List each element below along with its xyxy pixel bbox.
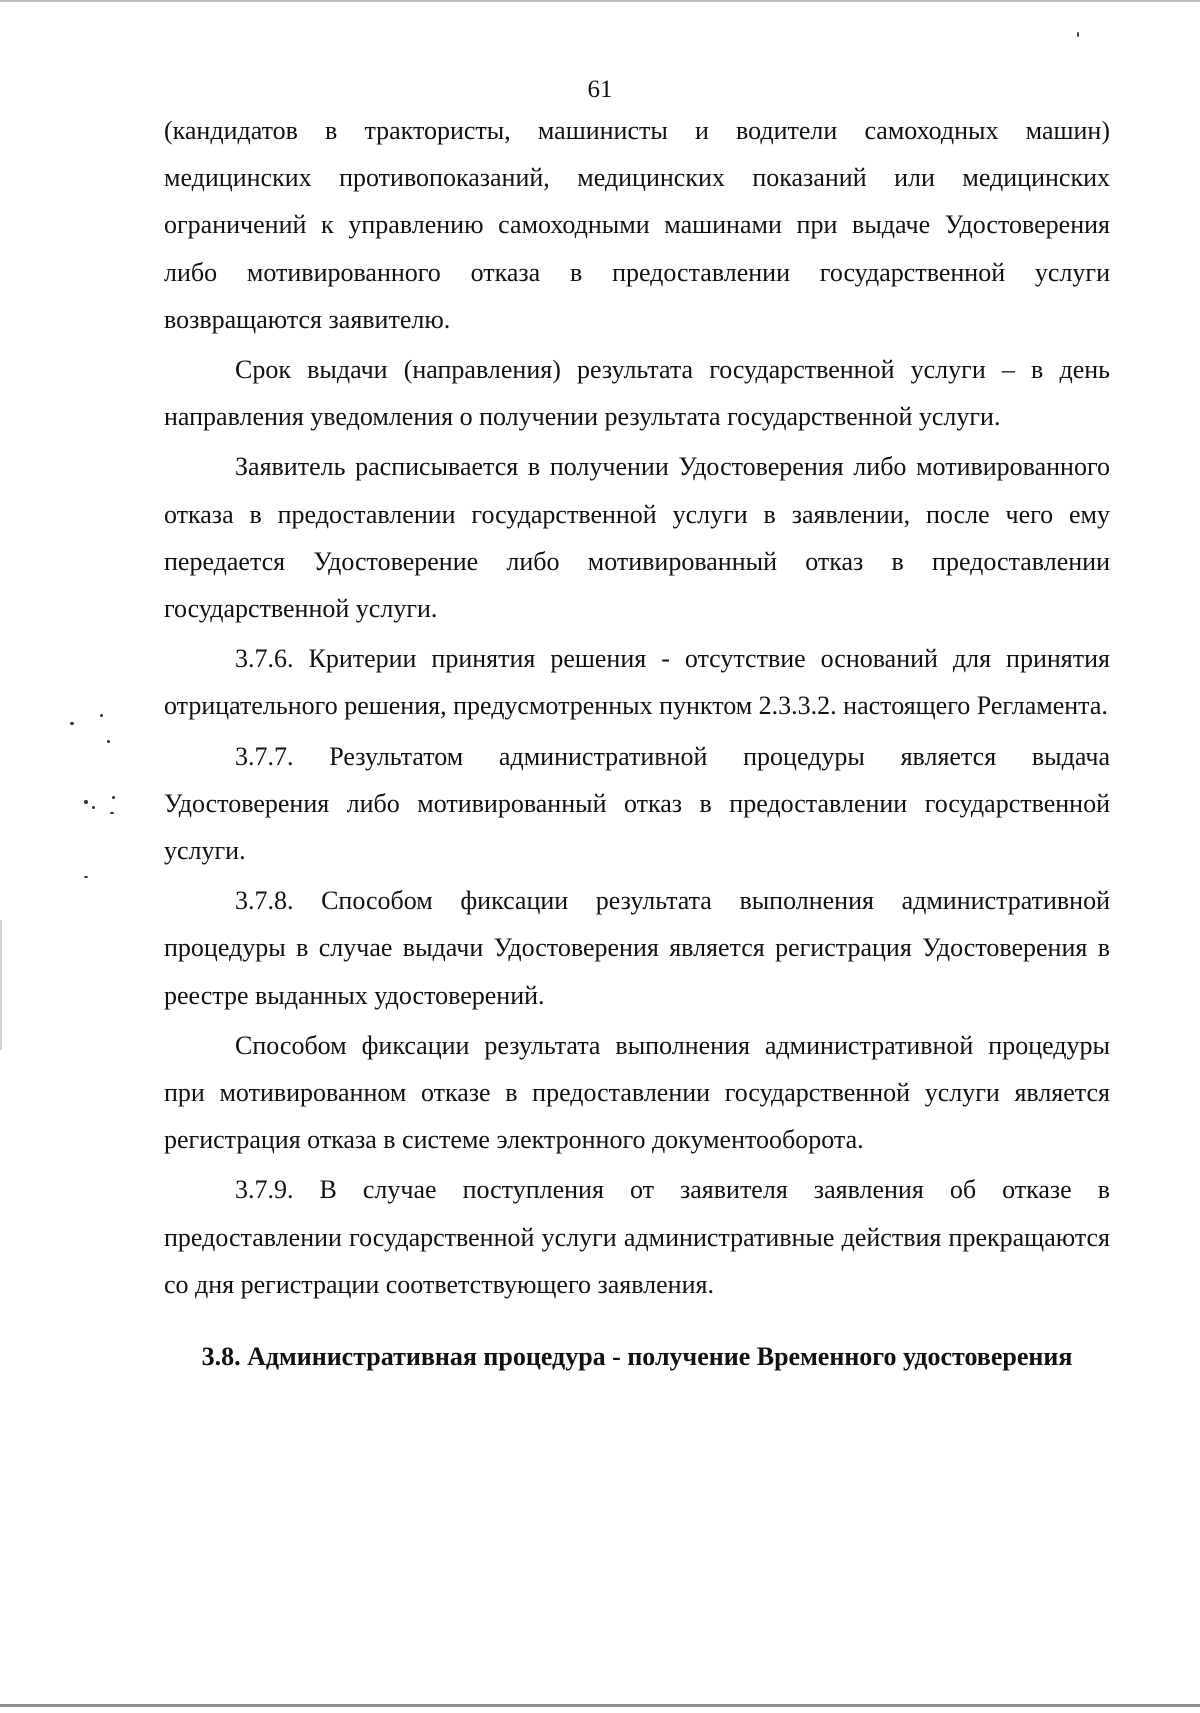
document-body: [164, 107, 1110, 1382]
scan-speck: [92, 806, 95, 809]
paragraph: 3.7.8. Способом фиксации результата выполнения административной процедуры в случае выдачи Удостоверения является регистрация Удостоверения в реестре выданных удостоверений.: [164, 886, 1110, 1010]
section-heading: 3.8. Административная процедура - получение Временного удостоверения: [201, 1342, 1073, 1372]
scan-speck: [110, 812, 114, 814]
paragraph: 3.7.7. Результатом административной процедуры является выдача Удостоверения либо мотивированный отказ в предоставлении государственной услуги.: [164, 741, 1110, 866]
paragraph: 3.7.6. Критерии принятия решения - отсутствие оснований для принятия отрицательного решения, предусмотренных пунктом 2.3.3.2. настоящего Регламента.: [164, 644, 1110, 721]
scan-speck: [112, 796, 115, 799]
scan-edge-top: [0, 0, 1200, 2]
scan-speck: [100, 714, 103, 717]
paragraph: Способом фиксации результата выполнения административной процедуры при мотивированном отказе в предоставлении государственной услуги является регистрация отказа в системе электронного документооборота.: [164, 1030, 1110, 1155]
paragraph: (кандидатов в трактористы, машинисты и водители самоходных машин) медицинских противопоказаний, медицинских показаний или медицинских ограничений к управлению самоходными машинами при выдаче Удостоверения либо мотивированного отказа в предоставлении государственной услуги возвращаются заявителю.: [164, 116, 1110, 334]
paragraph: Срок выдачи (направления) результата государственной услуги – в день направления уведомления о получении результата государственной услуги.: [164, 355, 1110, 432]
scan-speck: [84, 876, 88, 878]
scan-edge-bottom: [0, 1704, 1200, 1707]
scan-speck: [84, 800, 88, 804]
scan-speck: [107, 740, 110, 743]
scan-speck: [1077, 32, 1079, 37]
scan-speck: [70, 722, 74, 725]
scan-edge-left: [0, 920, 2, 1050]
paragraph: 3.7.9. В случае поступления от заявителя заявления об отказе в предоставлении государственной услуги административные действия прекращаются со дня регистрации соответствующего заявления.: [164, 1175, 1110, 1299]
page-number: 61: [587, 76, 613, 103]
paragraph: Заявитель расписывается в получении Удостоверения либо мотивированного отказа в предоставлении государственной услуги в заявлении, после чего ему передается Удостоверение либо мотивированный отказ в предоставлении государственной услуги.: [164, 452, 1110, 624]
